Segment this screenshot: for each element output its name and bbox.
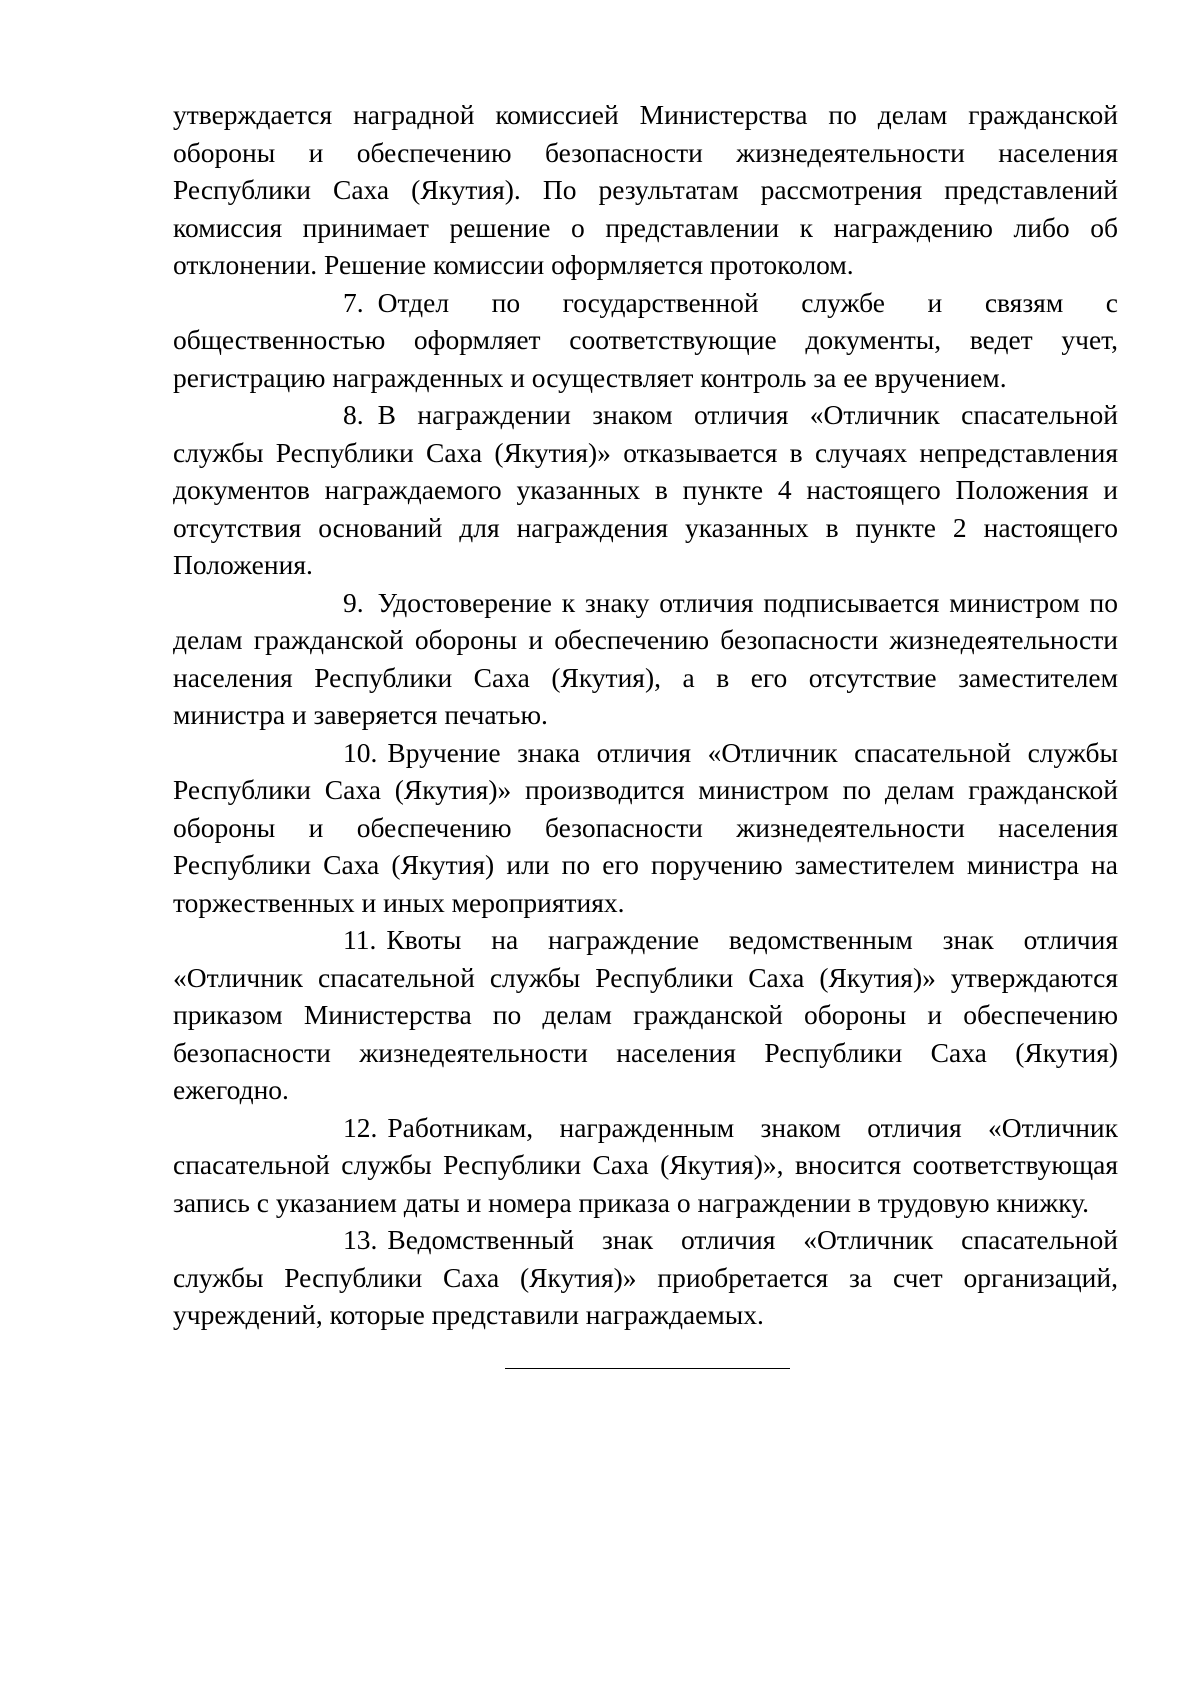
paragraph-number: 7. (343, 286, 364, 318)
paragraph-continuation (173, 96, 1118, 284)
end-separator-line (505, 1368, 790, 1369)
paragraph-13 (173, 1221, 1118, 1334)
paragraph-text: Ведомственный знак отличия «Отличник спасательной службы Республики Саха (Якутия)» приобретается за счет организаций, учреждений, которые представили награждаемых. (173, 1224, 1118, 1330)
paragraph-9 (173, 584, 1118, 734)
paragraph-10 (173, 734, 1118, 922)
paragraph-number: 13. (343, 1224, 378, 1255)
paragraph-text: Квоты на награждение ведомственным знак отличия «Отличник спасательной службы Республики Саха (Якутия)» утверждаются приказом Министерства по делам гражданской обороны и обеспечению безопасности жизнедеятельности населения Республики Саха (Якутия) ежегодно. (173, 924, 1118, 1105)
paragraph-text: Вручение знака отличия «Отличник спасательной службы Республики Саха (Якутия)» производится министром по делам гражданской обороны и обеспечению безопасности жизнедеятельности населения Республики Саха (Якутия) или по его поручению заместителем министра на торжественных и иных мероприятиях. (173, 736, 1118, 918)
paragraph-number: 8. (343, 399, 364, 430)
paragraph-11 (173, 921, 1118, 1109)
paragraph-text: Работникам, награжденным знаком отличия «Отличник спасательной службы Республики Саха (Якутия)», вносится соответствующая запись с указанием даты и номера приказа о награждении в трудовую книжку. (173, 1111, 1118, 1218)
paragraph-number: 11. (343, 924, 377, 955)
paragraph-number: 12. (343, 1111, 378, 1143)
paragraph-text: Отдел по государственной службе и связям с общественностью оформляет соответствующие документы, ведет учет, регистрацию награжденных и осуществляет контроль за ее вручением. (173, 286, 1118, 393)
paragraph-text: В награждении знаком отличия «Отличник спасательной службы Республики Саха (Якутия)» отказывается в случаях непредставления документов награждаемого указанных в пункте 4 настоящего Положения и отсутствия оснований для награждения указанных в пункте 2 настоящего Положения. (173, 399, 1118, 580)
paragraph-text: Удостоверение к знаку отличия подписывается министром по делам гражданской обороны и обеспечению безопасности жизнедеятельности населения Республики Саха (Якутия), а в его отсутствие заместителем министра и заверяется печатью. (173, 586, 1118, 730)
paragraph-number: 10. (343, 736, 378, 768)
paragraph-7 (173, 284, 1118, 397)
paragraph-12 (173, 1109, 1118, 1222)
paragraph-number: 9. (343, 586, 364, 618)
paragraph-8 (173, 396, 1118, 584)
paragraph-text: утверждается наградной комиссией Министерства по делам гражданской обороны и обеспечению безопасности жизнедеятельности населения Республики Саха (Якутия). По результатам рассмотрения представлений комиссия принимает решение о представлении к награждению либо об отклонении. Решение комиссии оформляется протоколом. (173, 99, 1118, 280)
document-body (173, 96, 1118, 1334)
